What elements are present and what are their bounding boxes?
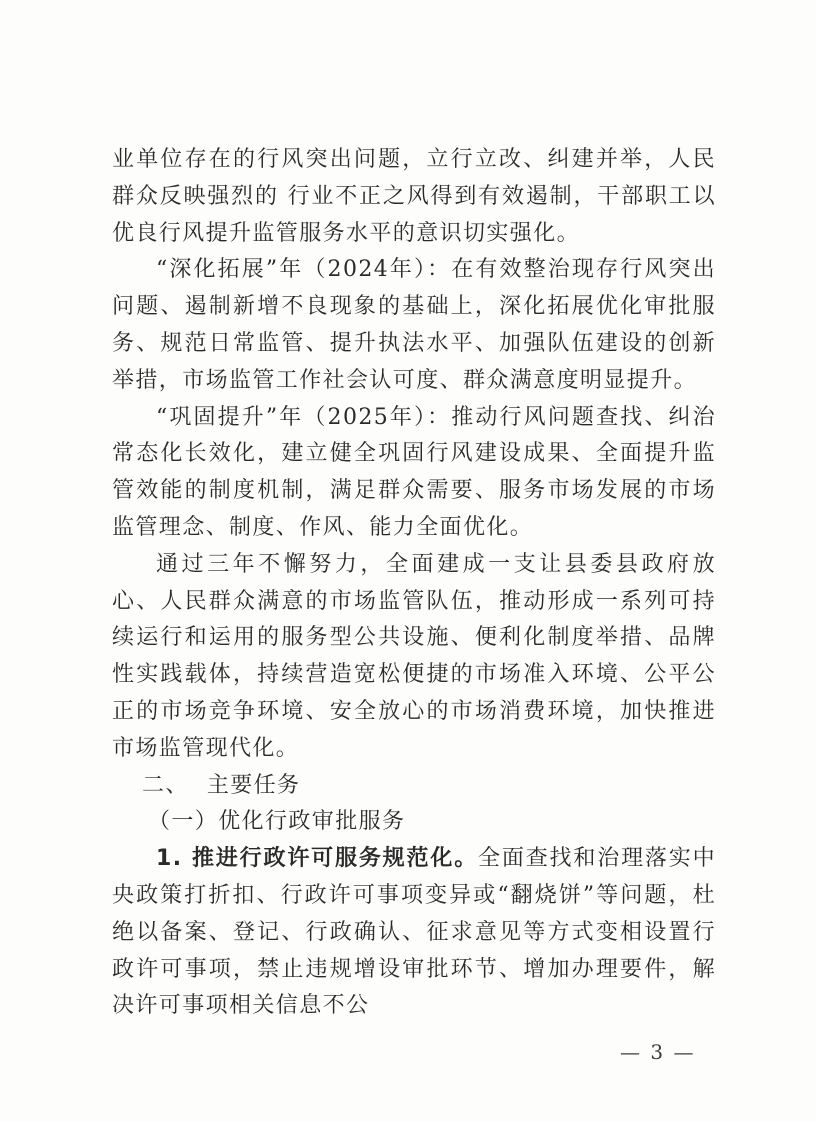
- task-item-1-body: 全面查找和治理落实中央政策打折扣、行政许可事项变异或“翻烧饼”等问题，杜绝以备案、登记、行政确认、征求意见等方式变相设置行政许可事项，禁止违规增设审批环节、增加办理要件，解决许可事项相关信息不公: [112, 846, 716, 1019]
- subsection-heading: （一）优化行政审批服务: [148, 809, 406, 835]
- paragraph-continued: 业单位存在的行风突出问题，立行立改、纠建并举，人民群众反映强烈的 行业不正之风得到有效遏制，干部职工以优良行风提升监管服务水平的意识切实强化。: [112, 147, 716, 246]
- section-title: 主要任务: [206, 772, 301, 798]
- section-number: 二、: [142, 772, 189, 798]
- paragraph-consolidate-improve-2025: “巩固提升”年（2025年）：推动行风问题查找、纠治常态化长效化，建立健全巩固行风建设成果、全面提升监管效能的制度机制，满足群众需要、服务市场发展的市场监管理念、制度、作风、能力全面优化。: [112, 404, 716, 540]
- paragraph-deepen-expand-2024: “深化拓展”年（2024年）：在有效整治现存行风突出问题、遏制新增不良现象的基础上，深化拓展优化审批服务、规范日常监管、提升执法水平、加强队伍建设的创新举措，市场监管工作社会认可度、群众满意度明显提升。: [112, 257, 716, 393]
- task-item-1: [112, 841, 716, 1025]
- paragraph-three-year-goal: 通过三年不懈努力，全面建成一支让县委县政府放心、人民群众满意的市场监管队伍，推动形成一系列可持续运行和运用的服务型公共设施、便利化制度举措、品牌性实践载体，持续营造宽松便捷的市场准入环境、公平公正的市场竞争环境、安全放心的市场消费环境，加快推进市场监管现代化。: [112, 551, 716, 761]
- section-heading-main-tasks: [112, 768, 716, 805]
- task-item-1-lead: 1. 推进行政许可服务规范化。: [156, 846, 479, 872]
- document-body: [112, 142, 716, 1025]
- page-number: — 3 —: [620, 1040, 696, 1064]
